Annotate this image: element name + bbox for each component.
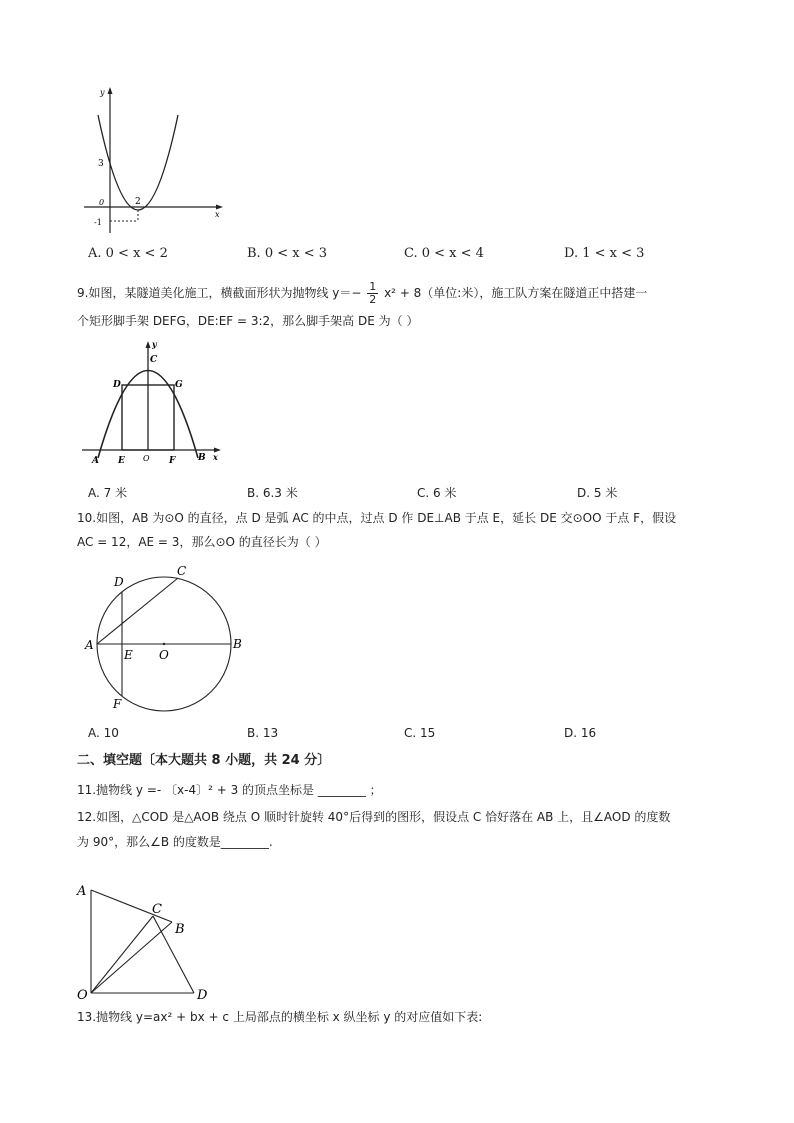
- q9-text-pre: 9.如图，某隧道美化施工，横截面形状为抛物线 y＝−: [77, 286, 362, 300]
- x-axis-label: x: [215, 210, 220, 219]
- label-B: B: [233, 637, 242, 651]
- q12-line1: 12.如图，△COD 是△AOB 绕点 O 顺时针旋转 40°后得到的图形，假设点 C 恰好落在 AB 上，且∠AOD 的度数: [77, 810, 671, 824]
- q8-option-c[interactable]: C. 0 < x < 4: [404, 246, 484, 261]
- label-A: A: [77, 884, 87, 899]
- q10-option-a[interactable]: A. 10: [88, 726, 119, 740]
- label-A: A: [85, 638, 94, 652]
- segment-CD: [153, 916, 194, 993]
- section-title: 二、填空题〔本大题共 8 小题，共 24 分〕: [77, 753, 331, 768]
- q11-text: 11.抛物线 y =- 〔x-4〕² + 3 的顶点坐标是 ________ ；: [77, 783, 382, 797]
- tick-neg1: -1: [94, 218, 102, 227]
- q9-option-d[interactable]: D. 5 米: [577, 486, 618, 500]
- q8-parabola-figure: [80, 85, 225, 235]
- label-D: D: [197, 988, 208, 1003]
- q10-option-b[interactable]: B. 13: [247, 726, 279, 740]
- tick-2: 2: [135, 197, 141, 207]
- label-B: B: [198, 453, 206, 463]
- q10-circle-figure: [82, 562, 247, 712]
- q8-option-b[interactable]: B. 0 < x < 3: [247, 246, 328, 261]
- q9-option-a[interactable]: A. 7 米: [88, 486, 128, 500]
- q10-line2: AC = 12，AE = 3，那么⊙O 的直径长为（ ）: [77, 535, 327, 549]
- label-C: C: [177, 564, 187, 578]
- label-G: G: [175, 380, 183, 390]
- q8-option-a[interactable]: A. 0 < x < 2: [88, 246, 168, 261]
- chord-AC: [97, 578, 178, 644]
- label-B: B: [175, 922, 185, 937]
- center-point: [163, 643, 165, 645]
- q10-option-d[interactable]: D. 16: [564, 726, 597, 740]
- y-axis-label: y: [100, 88, 105, 97]
- q9-line1: [77, 281, 647, 306]
- label-F: F: [169, 456, 176, 466]
- label-O: O: [143, 454, 150, 463]
- fraction-numerator: 1: [369, 280, 377, 293]
- q12-line2: 为 90°，那么∠B 的度数是________.: [77, 835, 273, 849]
- label-C: C: [150, 355, 158, 365]
- fraction-denominator: 2: [369, 293, 377, 306]
- label-F: F: [113, 697, 122, 711]
- q10-option-c[interactable]: C. 15: [404, 726, 436, 740]
- q9-option-b[interactable]: B. 6.3 米: [247, 486, 298, 500]
- label-D: D: [113, 380, 121, 390]
- tick-3: 3: [98, 159, 104, 169]
- tick-0: 0: [99, 198, 105, 207]
- label-E: E: [124, 648, 133, 662]
- segment-OC: [91, 916, 153, 993]
- label-O: O: [159, 648, 169, 662]
- q9-tunnel-figure: [80, 338, 225, 468]
- label-E: E: [118, 456, 125, 466]
- q9-text-post: x² + 8（单位:米），施工队方案在隧道正中搭建一: [384, 286, 648, 300]
- label-x: x: [213, 452, 218, 462]
- q10-line1: 10.如图，AB 为⊙O 的直径，点 D 是弧 AC 的中点，过点 D 作 DE⊥AB 于点 E，延长 DE 交⊙OO 于点 F，假设: [77, 511, 677, 525]
- q8-option-d[interactable]: D. 1 < x < 3: [564, 246, 645, 261]
- q12-rotation-figure: [74, 878, 224, 1003]
- segment-OB: [91, 922, 172, 993]
- label-D: D: [114, 575, 124, 589]
- label-O: O: [77, 988, 88, 1003]
- q13-text: 13.抛物线 y=ax² + bx + c 上局部点的横坐标 x 纵坐标 y 的对应值如下表:: [77, 1010, 483, 1024]
- q9-line2: 个矩形脚手架 DEFG，DE:EF = 3:2，那么脚手架高 DE 为（ ）: [77, 314, 419, 328]
- label-A: A: [92, 456, 99, 466]
- label-y: y: [152, 339, 157, 349]
- q9-fraction: [367, 281, 378, 306]
- label-C: C: [152, 902, 162, 917]
- q9-option-c[interactable]: C. 6 米: [417, 486, 457, 500]
